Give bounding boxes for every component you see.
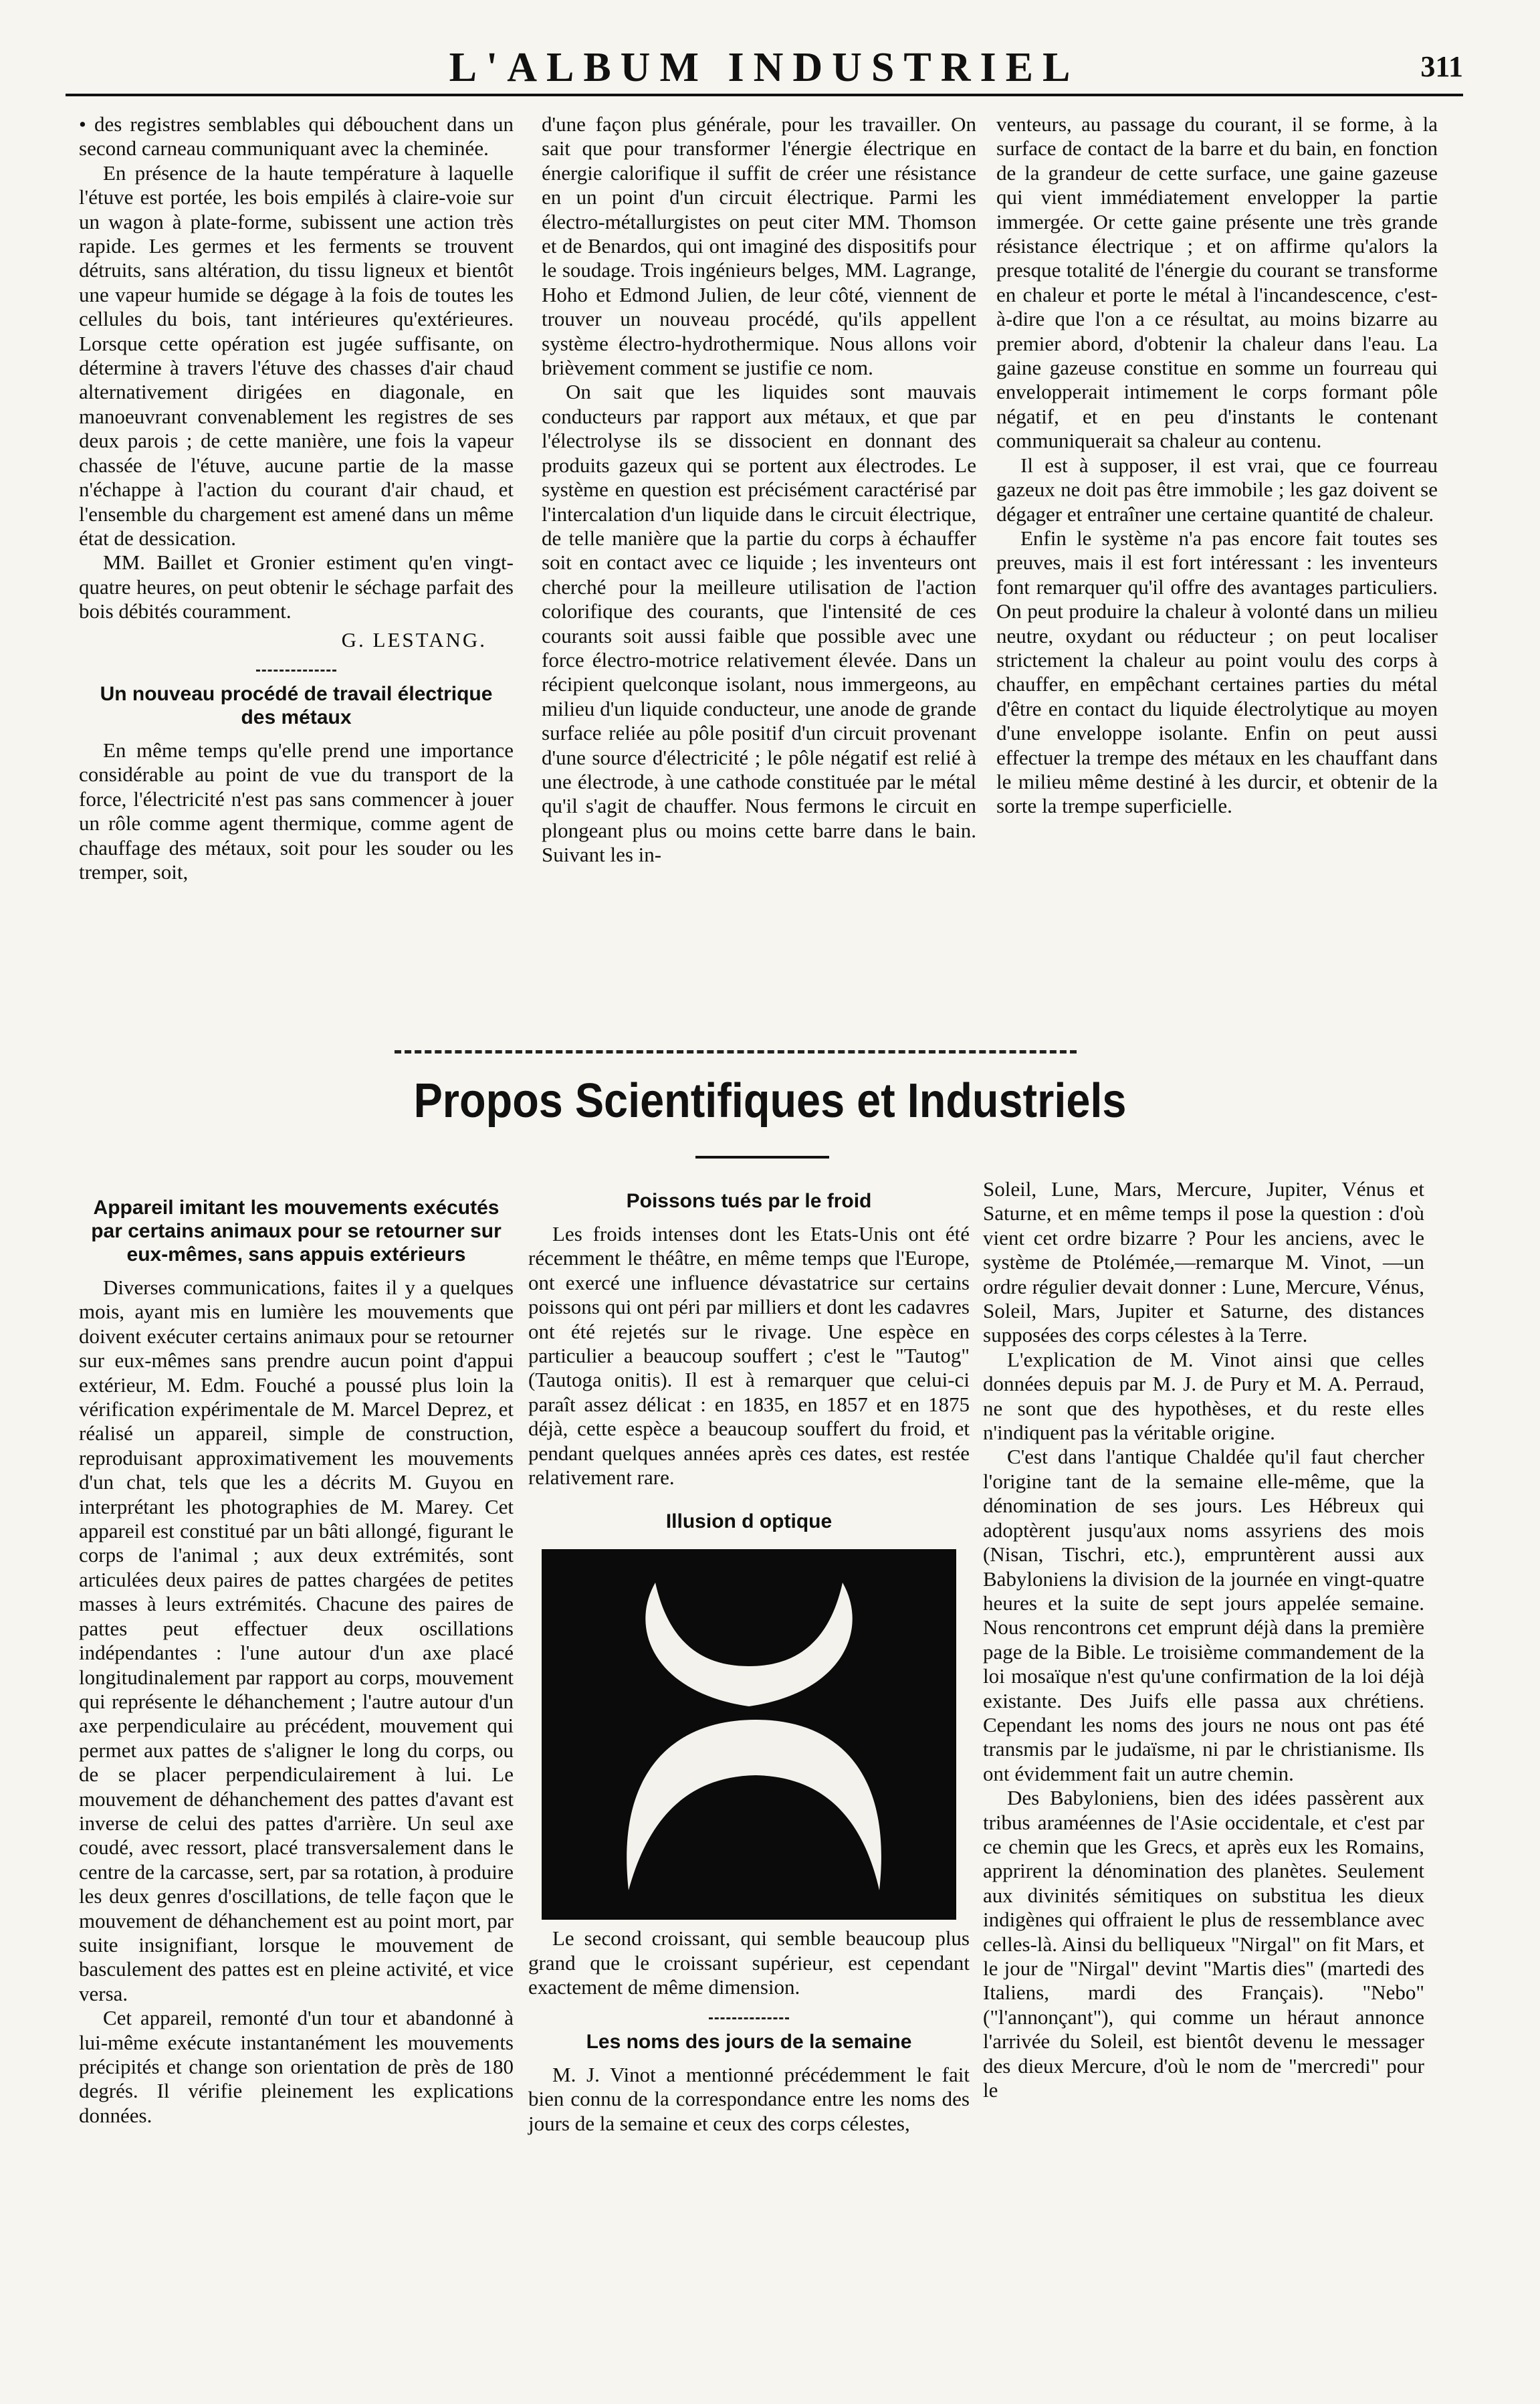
paragraph: MM. Baillet et Gronier estiment qu'en vingt-quatre heures, on peut obtenir le séchage parfait des bois débités couramment. xyxy=(79,550,514,623)
paragraph: L'explication de M. Vinot ainsi que celles données depuis par M. J. de Pury et M. A. Perraud, ne sont que des hypothèses, et du reste elles n'indiquent pas la véritable origine. xyxy=(983,1347,1424,1445)
page-number: 311 xyxy=(1420,50,1463,83)
article-heading: Poissons tués par le froid xyxy=(626,1190,872,1212)
crescent-illusion-image xyxy=(542,1549,956,1920)
paragraph: C'est dans l'antique Chaldée qu'il faut chercher l'origine tant de la semaine elle-même, que la dénomination de ses jours. Les Hébreux qui adoptèrent jusqu'aux noms assyriens des mois (Nisan, Tischri, etc.), empruntèrent aussi aux Babyloniens la division de la journée en vingt-quatre heures et la suite de sept jours appelée semaine. Nous rencontrons cet emprunt déjà dans la première page de la Bible. Le troisième commandement de la loi mosaïque n'est qu'une confirmation de la loi déjà existante. Des Juifs elle passa aux chrétiens. Cependant les noms des jours ne nous ont pas été transmis par le judaïsme, ni par le christianisme. Ils ont évidemment fait un autre chemin. xyxy=(983,1445,1424,1785)
section-divider xyxy=(395,1050,1077,1054)
paragraph: Cet appareil, remonté d'un tour et abandonné à lui-même exécute instantanément les mouvements précipités et change son orientation de près de 180 degrés. Il vérifie pleinement les explications données. xyxy=(79,2006,514,2127)
paragraph: En même temps qu'elle prend une importance considérable au point de vue du transport de la force, l'électricité n'est pas sans commencer à jouer un rôle comme agent thermique, comme agent de chauffage des métaux, soit pour les souder ou les tremper, soit, xyxy=(79,738,514,884)
paragraph: Diverses communications, faites il y a quelques mois, ayant mis en lumière les mouvements que doivent exécuter certains animaux pour se retourner sur eux-mêmes sans prendre aucun point d'appui extérieur, M. Edm. Fouché a poussé plus loin la vérification expérimentale de M. Marcel Deprez, et réalisé un appareil, simple de construction, reproduisant approximativement les mouvements d'un chat, tels que les a décrits M. Guyou en interprétant les photographies de M. Marey. Cet appareil est constitué par un bâti allongé, figurant le corps de l'animal ; aux deux extrémités, sont articulées deux paires de pattes chargées de petites masses à leurs extrémités. Chacune des paires de pattes peut effectuer deux oscillations indépendantes : l'une autour d'un axe placé longitudinalement par rapport au corps, mouvement qui représente le déhanchement ; l'autre autour d'un axe perpendiculaire au précédent, mouvement qui permet aux pattes de s'aligner le long du corps, ou de se placer perpendiculairement à lui. Le mouvement de déhanchement des pattes d'avant est inverse de celui des pattes d'arrière. Un seul axe coudé, avec ressort, placé transversalement dans le centre de la carcasse, sert, par sa rotation, à produire les deux genres d'oscillations, de telle façon que le mouvement de déhanchement est au point mort, par suite insignifiant, lorsque le mouvement de basculement des pattes est en pleine activité, et vice versa. xyxy=(79,1276,514,2005)
optical-illusion-figure xyxy=(542,1549,956,1920)
paragraph: En présence de la haute température à laquelle l'étuve est portée, les bois empilés à claire-voie sur un wagon à plate-forme, subissent une action très rapide. Les germes et les ferments se trouvent détruits, sans altération, du tissu ligneux et bientôt une vapeur humide se dégage à la fois de toutes les cellules du bois, tant intérieures qu'extérieures. Lorsque cette opération est jugée suffisante, on détermine à travers l'étuve des chasses d'air chaud alternativement dirigées en diagonale, en manoeuvrant convenablement les registres de ses deux parois ; de cette manière, une fois la vapeur chassée de l'étuve, aucune partie de la masse n'échappe à l'action du courant d'air chaud, et l'ensemble du chargement est amené dans un même état de dessication. xyxy=(79,161,514,550)
author-signature: G. LESTANG. xyxy=(341,627,487,652)
article-heading: Les noms des jours de la semaine xyxy=(586,2030,912,2053)
top-column-2 xyxy=(542,112,976,868)
bottom-column-1 xyxy=(79,1192,514,2128)
paragraph: venteurs, au passage du courant, il se forme, à la surface de contact de la barre et du bain, en fonction de la grandeur de cette surface, une gaine gazeuse qui vient immédiatement envelopper la partie immergée. Or cette gaine présente une très grande résistance électrique ; et on affirme qu'alors la presque totalité de l'énergie du courant se transforme en chaleur et porte le métal à l'incandescence, c'est-à-dire que l'on a ce résultat, au moins bizarre au premier abord, d'obtenir la chaleur dans l'eau. La gaine gazeuse constitue en somme un fourreau qui envelopperait intimement le corps formant pôle négatif, et en peu d'instants le contenant communiquerait sa chaleur au contenu. xyxy=(996,112,1438,453)
paragraph: Soleil, Lune, Mars, Mercure, Jupiter, Vénus et Saturne, et en même temps il pose la question : d'où vient cet ordre bizarre ? Pour les anciens, avec le système de Ptolémée,—remarque M. Vinot, —un ordre régulier devait donner : Lune, Mercure, Vénus, Soleil, Mars, Jupiter et Saturne, des distances supposées des corps célestes à la Terre. xyxy=(983,1177,1424,1347)
section-title: Propos Scientifiques et Industriels xyxy=(413,1074,1127,1128)
divider xyxy=(256,670,336,672)
paragraph: d'une façon plus générale, pour les travailler. On sait que pour transformer l'énergie électrique en énergie calorifique il suffit de créer une résistance en un point d'un circuit électrique. Parmi les électro-métallurgistes on peut citer MM. Thomson et de Benardos, qui ont imaginé des dispositifs pour le soudage. Trois ingénieurs belges, MM. Lagrange, Hoho et Edmond Julien, de leur côté, viennent de trouver un nouveau procédé, qu'ils appellent système électro-hydrothermique. Nous allons voir brièvement comment se justifie ce nom. xyxy=(542,112,976,380)
paragraph: On sait que les liquides sont mauvais conducteurs par rapport aux métaux, et que par l'électrolyse ils se dissocient en donnant des produits gazeux qui se portent aux électrodes. Le système en question est précisément caractérisé par l'intercalation d'un liquide dans le circuit électrique, de telle manière que la partie du corps à échauffer soit en contact avec ce liquide ; les inventeurs ont cherché pour la meilleure utilisation de l'action colorifique des courants, que l'intensité de ces courants soit aussi faible que possible avec une force électro-motrice relativement élevée. Dans un récipient quelconque isolant, nous immergeons, au milieu d'un liquide conducteur, une anode de grande surface reliée au pôle positif d'un circuit provenant d'une source d'électricité ; le pôle négatif est relié à une électrode, à une cathode constituée par le métal qu'il s'agit de chauffer. Nous fermons le circuit en plongeant plus ou moins cette barre dans le bain. Suivant les in- xyxy=(542,380,976,867)
top-column-3 xyxy=(996,112,1438,819)
paragraph: Des Babyloniens, bien des idées passèrent aux tribus araméennes de l'Asie occidentale, et c'est par ce chemin que les Grecs, et après eux les Romains, apprirent la dénomination des planètes. Seulement aux divinités sémitiques on substitua les dieux indigènes qui offraient le plus de ressemblance avec celles-là. Ainsi du belliqueux "Nirgal" on fit Mars, et le jour de "Nirgal" devint "Martis dies" (martedi des Italiens, mardi des Français). "Nebo" ("l'annonçant"), qui comme un héraut annonce l'arrivée du Soleil, est bientôt devenu le messager des dieux Mercure, d'où le nom de "mercredi" pour le xyxy=(983,1786,1424,2102)
paragraph: Il est à supposer, il est vrai, que ce fourreau gazeux ne doit pas être immobile ; les gaz doivent se dégager et entraîner une certaine quantité de chaleur. xyxy=(996,453,1438,526)
paragraph: Les froids intenses dont les Etats-Unis ont été récemment le théâtre, en même temps que l'Europe, ont exercé une influence dévastatrice sur certains poissons qui ont péri par milliers et dont les cadavres ont été rejetés sur le rivage. Une espèce en particulier a beaucoup souffert ; c'est le "Tautog" (Tautoga onitis). Il est à remarquer que celui-ci paraît assez délicat : en 1835, en 1857 et en 1875 déjà, cette espèce a beaucoup souffert du froid, et pendant quelques années après ces dates, est restée relativement rare. xyxy=(528,1222,970,1490)
title-underline xyxy=(695,1156,829,1159)
article-heading: Appareil imitant les mouvements exécutés par certains animaux pour se retourner sur eux-mêmes, sans appuis extérieurs xyxy=(91,1197,502,1266)
paragraph: M. J. Vinot a mentionné précédemment le fait bien connu de la correspondance entre les noms des jours de la semaine et ceux des corps célestes, xyxy=(528,2062,970,2135)
bottom-column-2 xyxy=(528,1185,970,2136)
figure-caption: Le second croissant, qui semble beaucoup plus grand que le croissant supérieur, est cependant exactement de même dimension. xyxy=(528,1926,970,1999)
paragraph: • des registres semblables qui débouchent dans un second carneau communiquant avec la cheminée. xyxy=(79,112,514,161)
bottom-column-3 xyxy=(983,1177,1424,2102)
figure-title: Illusion d optique xyxy=(665,1510,833,1533)
top-column-1 xyxy=(79,112,514,884)
paragraph: Enfin le système n'a pas encore fait toutes ses preuves, mais il est fort intéressant : les inventeurs font remarquer qu'il offre des avantages particuliers. On peut produire la chaleur à volonté dans un milieu neutre, oxydant ou réducteur ; on peut localiser strictement la chaleur au point voulu des corps à chauffer, en empêchant certaines parties du métal d'être en contact du liquide électrolytique au moyen d'une enveloppe isolante. Enfin on peut aussi effectuer la trempe des métaux en les chauffant dans le milieu même destiné à les durcir, et obtenir de la sorte la trempe superficielle. xyxy=(996,526,1438,818)
page-header xyxy=(66,40,1463,96)
divider xyxy=(709,2017,789,2019)
journal-title: L'ALBUM INDUSTRIEL xyxy=(449,45,1080,90)
article-heading: Un nouveau procédé de travail électrique des métaux xyxy=(100,682,493,728)
